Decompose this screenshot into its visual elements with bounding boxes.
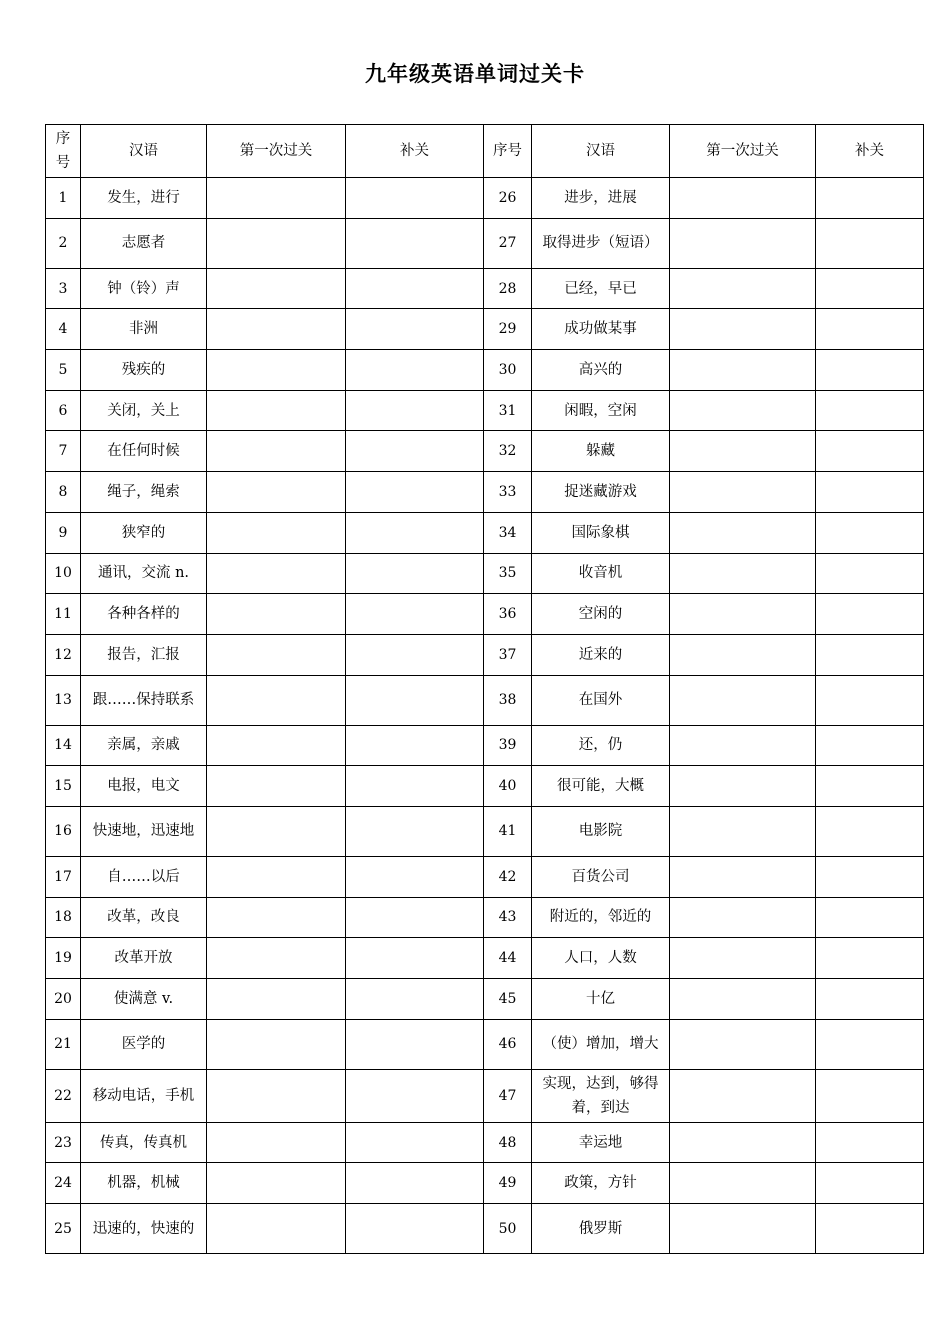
table-row [46,766,924,807]
header-chinese-right: 汉语 [532,125,670,178]
right-chinese: 幸运地 [532,1122,670,1163]
header-retry-left: 补关 [346,125,484,178]
right-first-pass-cell[interactable] [670,979,816,1020]
left-chinese: 改革，改良 [81,897,207,938]
right-first-pass-cell[interactable] [670,178,816,219]
right-chinese: 已经，早已 [532,268,670,309]
table-row [46,178,924,219]
left-first-pass-cell[interactable] [207,806,346,856]
left-first-pass-cell[interactable] [207,309,346,350]
right-no: 33 [484,472,532,513]
table-row [46,431,924,472]
header-no-right: 序号 [484,125,532,178]
left-chinese: 跟……保持联系 [81,675,207,725]
header-retry-right: 补关 [816,125,924,178]
right-chinese: 躲藏 [532,431,670,472]
header-chinese-left: 汉语 [81,125,207,178]
left-chinese: 通讯，交流 n. [81,553,207,594]
right-first-pass-cell[interactable] [670,431,816,472]
left-chinese: 医学的 [81,1019,207,1069]
left-retry-cell[interactable] [346,178,484,219]
table-row [46,553,924,594]
left-retry-cell[interactable] [346,856,484,897]
left-retry-cell[interactable] [346,634,484,675]
right-retry-cell[interactable] [816,1204,924,1254]
right-chinese: 俄罗斯 [532,1204,670,1254]
right-chinese: 捉迷藏游戏 [532,472,670,513]
left-chinese: 志愿者 [81,218,207,268]
left-chinese: 移动电话，手机 [81,1069,207,1122]
right-no: 46 [484,1019,532,1069]
left-chinese: 电报，电文 [81,766,207,807]
right-no: 37 [484,634,532,675]
table-body [46,178,924,1254]
left-chinese: 使满意 v. [81,979,207,1020]
right-no: 29 [484,309,532,350]
header-first-pass-left: 第一次过关 [207,125,346,178]
right-first-pass-cell[interactable] [670,268,816,309]
right-first-pass-cell[interactable] [670,218,816,268]
right-no: 50 [484,1204,532,1254]
right-no: 32 [484,431,532,472]
table-row [46,1122,924,1163]
right-retry-cell[interactable] [816,897,924,938]
left-retry-cell[interactable] [346,390,484,431]
table-row [46,472,924,513]
left-retry-cell[interactable] [346,268,484,309]
vocab-table [45,124,924,1254]
left-no: 18 [46,897,81,938]
left-no: 9 [46,512,81,553]
table-row [46,218,924,268]
right-chinese: 收音机 [532,553,670,594]
left-chinese: 残疾的 [81,350,207,391]
right-first-pass-cell[interactable] [670,675,816,725]
left-retry-cell[interactable] [346,938,484,979]
left-retry-cell[interactable] [346,553,484,594]
left-chinese: 非洲 [81,309,207,350]
right-first-pass-cell[interactable] [670,350,816,391]
left-first-pass-cell[interactable] [207,472,346,513]
right-retry-cell[interactable] [816,634,924,675]
table-row [46,512,924,553]
page-title: 九年级英语单词过关卡 [365,62,585,86]
right-no: 49 [484,1163,532,1204]
left-first-pass-cell[interactable] [207,766,346,807]
right-retry-cell[interactable] [816,938,924,979]
table-row [46,806,924,856]
left-no: 4 [46,309,81,350]
left-first-pass-cell[interactable] [207,350,346,391]
right-retry-cell[interactable] [816,1019,924,1069]
left-no: 14 [46,725,81,766]
left-no: 12 [46,634,81,675]
table-row [46,594,924,635]
left-no: 6 [46,390,81,431]
header-no-left: 序号 [46,125,81,178]
right-first-pass-cell[interactable] [670,512,816,553]
right-retry-cell[interactable] [816,675,924,725]
right-retry-cell[interactable] [816,594,924,635]
left-first-pass-cell[interactable] [207,856,346,897]
left-no: 2 [46,218,81,268]
left-no: 21 [46,1019,81,1069]
right-first-pass-cell[interactable] [670,594,816,635]
right-first-pass-cell[interactable] [670,634,816,675]
right-first-pass-cell[interactable] [670,472,816,513]
left-no: 1 [46,178,81,219]
table-row [46,675,924,725]
right-first-pass-cell[interactable] [670,1069,816,1122]
right-retry-cell[interactable] [816,766,924,807]
left-first-pass-cell[interactable] [207,1122,346,1163]
right-chinese: 附近的，邻近的 [532,897,670,938]
right-no: 44 [484,938,532,979]
right-no: 36 [484,594,532,635]
table-row [46,1163,924,1204]
right-no: 40 [484,766,532,807]
right-no: 30 [484,350,532,391]
right-chinese: 实现，达到，够得着，到达 [532,1069,670,1122]
left-first-pass-cell[interactable] [207,512,346,553]
left-retry-cell[interactable] [346,512,484,553]
left-chinese: 自……以后 [81,856,207,897]
right-chinese: （使）增加，增大 [532,1019,670,1069]
left-first-pass-cell[interactable] [207,1069,346,1122]
left-chinese: 狭窄的 [81,512,207,553]
left-first-pass-cell[interactable] [207,218,346,268]
left-first-pass-cell[interactable] [207,268,346,309]
left-no: 10 [46,553,81,594]
right-first-pass-cell[interactable] [670,390,816,431]
left-retry-cell[interactable] [346,1163,484,1204]
table-row [46,897,924,938]
left-chinese: 报告，汇报 [81,634,207,675]
table-row [46,390,924,431]
right-chinese: 成功做某事 [532,309,670,350]
right-chinese: 十亿 [532,979,670,1020]
right-no: 45 [484,979,532,1020]
right-no: 42 [484,856,532,897]
left-first-pass-cell[interactable] [207,178,346,219]
table-row [46,979,924,1020]
left-chinese: 亲属，亲戚 [81,725,207,766]
left-no: 11 [46,594,81,635]
right-first-pass-cell[interactable] [670,725,816,766]
left-first-pass-cell[interactable] [207,431,346,472]
right-retry-cell[interactable] [816,218,924,268]
left-retry-cell[interactable] [346,766,484,807]
table-header-row [46,125,924,178]
right-no: 41 [484,806,532,856]
left-no: 7 [46,431,81,472]
left-retry-cell[interactable] [346,350,484,391]
right-chinese: 进步，进展 [532,178,670,219]
left-first-pass-cell[interactable] [207,1204,346,1254]
left-chinese: 各种各样的 [81,594,207,635]
left-retry-cell[interactable] [346,979,484,1020]
right-no: 34 [484,512,532,553]
table-row [46,1019,924,1069]
left-chinese: 迅速的，快速的 [81,1204,207,1254]
left-first-pass-cell[interactable] [207,675,346,725]
right-no: 27 [484,218,532,268]
right-first-pass-cell[interactable] [670,766,816,807]
left-retry-cell[interactable] [346,594,484,635]
right-retry-cell[interactable] [816,309,924,350]
right-first-pass-cell[interactable] [670,938,816,979]
left-no: 15 [46,766,81,807]
right-no: 28 [484,268,532,309]
left-retry-cell[interactable] [346,1019,484,1069]
left-retry-cell[interactable] [346,1204,484,1254]
right-retry-cell[interactable] [816,268,924,309]
right-first-pass-cell[interactable] [670,1019,816,1069]
right-retry-cell[interactable] [816,725,924,766]
header-first-pass-right: 第一次过关 [670,125,816,178]
left-retry-cell[interactable] [346,806,484,856]
right-no: 31 [484,390,532,431]
right-no: 48 [484,1122,532,1163]
right-first-pass-cell[interactable] [670,856,816,897]
right-retry-cell[interactable] [816,1069,924,1122]
left-retry-cell[interactable] [346,1069,484,1122]
table-row [46,1204,924,1254]
table-row [46,350,924,391]
left-no: 23 [46,1122,81,1163]
right-chinese: 百货公司 [532,856,670,897]
right-retry-cell[interactable] [816,390,924,431]
left-chinese: 关闭，关上 [81,390,207,431]
right-chinese: 取得进步（短语） [532,218,670,268]
right-first-pass-cell[interactable] [670,1122,816,1163]
left-first-pass-cell[interactable] [207,725,346,766]
left-no: 16 [46,806,81,856]
left-chinese: 绳子，绳索 [81,472,207,513]
left-chinese: 快速地，迅速地 [81,806,207,856]
left-chinese: 发生，进行 [81,178,207,219]
right-retry-cell[interactable] [816,856,924,897]
right-first-pass-cell[interactable] [670,806,816,856]
left-first-pass-cell[interactable] [207,390,346,431]
left-no: 22 [46,1069,81,1122]
right-chinese: 人口，人数 [532,938,670,979]
right-chinese: 国际象棋 [532,512,670,553]
right-retry-cell[interactable] [816,431,924,472]
right-retry-cell[interactable] [816,1163,924,1204]
right-no: 35 [484,553,532,594]
right-chinese: 高兴的 [532,350,670,391]
right-retry-cell[interactable] [816,512,924,553]
left-first-pass-cell[interactable] [207,897,346,938]
left-no: 17 [46,856,81,897]
right-retry-cell[interactable] [816,472,924,513]
left-chinese: 在任何时候 [81,431,207,472]
left-no: 3 [46,268,81,309]
right-no: 47 [484,1069,532,1122]
table-row [46,309,924,350]
left-first-pass-cell[interactable] [207,553,346,594]
left-first-pass-cell[interactable] [207,979,346,1020]
right-chinese: 空闲的 [532,594,670,635]
right-retry-cell[interactable] [816,350,924,391]
left-retry-cell[interactable] [346,431,484,472]
table-row [46,856,924,897]
right-first-pass-cell[interactable] [670,897,816,938]
left-first-pass-cell[interactable] [207,594,346,635]
left-no: 19 [46,938,81,979]
left-no: 13 [46,675,81,725]
left-first-pass-cell[interactable] [207,1163,346,1204]
right-first-pass-cell[interactable] [670,1204,816,1254]
left-retry-cell[interactable] [346,675,484,725]
left-no: 24 [46,1163,81,1204]
left-no: 20 [46,979,81,1020]
left-chinese: 机器，机械 [81,1163,207,1204]
right-first-pass-cell[interactable] [670,1163,816,1204]
right-chinese: 近来的 [532,634,670,675]
left-no: 8 [46,472,81,513]
right-chinese: 闲暇，空闲 [532,390,670,431]
left-no: 5 [46,350,81,391]
right-no: 26 [484,178,532,219]
left-chinese: 传真，传真机 [81,1122,207,1163]
table-row [46,725,924,766]
right-chinese: 很可能，大概 [532,766,670,807]
left-first-pass-cell[interactable] [207,938,346,979]
right-retry-cell[interactable] [816,979,924,1020]
left-retry-cell[interactable] [346,309,484,350]
left-chinese: 钟（铃）声 [81,268,207,309]
right-first-pass-cell[interactable] [670,553,816,594]
right-no: 43 [484,897,532,938]
right-chinese: 在国外 [532,675,670,725]
right-retry-cell[interactable] [816,553,924,594]
table-row [46,938,924,979]
left-retry-cell[interactable] [346,897,484,938]
table-row [46,634,924,675]
right-no: 38 [484,675,532,725]
right-chinese: 还，仍 [532,725,670,766]
left-retry-cell[interactable] [346,472,484,513]
left-first-pass-cell[interactable] [207,634,346,675]
right-retry-cell[interactable] [816,1122,924,1163]
left-chinese: 改革开放 [81,938,207,979]
left-retry-cell[interactable] [346,1122,484,1163]
left-retry-cell[interactable] [346,218,484,268]
right-chinese: 政策，方针 [532,1163,670,1204]
table-row [46,268,924,309]
left-retry-cell[interactable] [346,725,484,766]
left-no: 25 [46,1204,81,1254]
left-first-pass-cell[interactable] [207,1019,346,1069]
right-retry-cell[interactable] [816,806,924,856]
table-row [46,1069,924,1122]
right-chinese: 电影院 [532,806,670,856]
right-no: 39 [484,725,532,766]
right-retry-cell[interactable] [816,178,924,219]
right-first-pass-cell[interactable] [670,309,816,350]
